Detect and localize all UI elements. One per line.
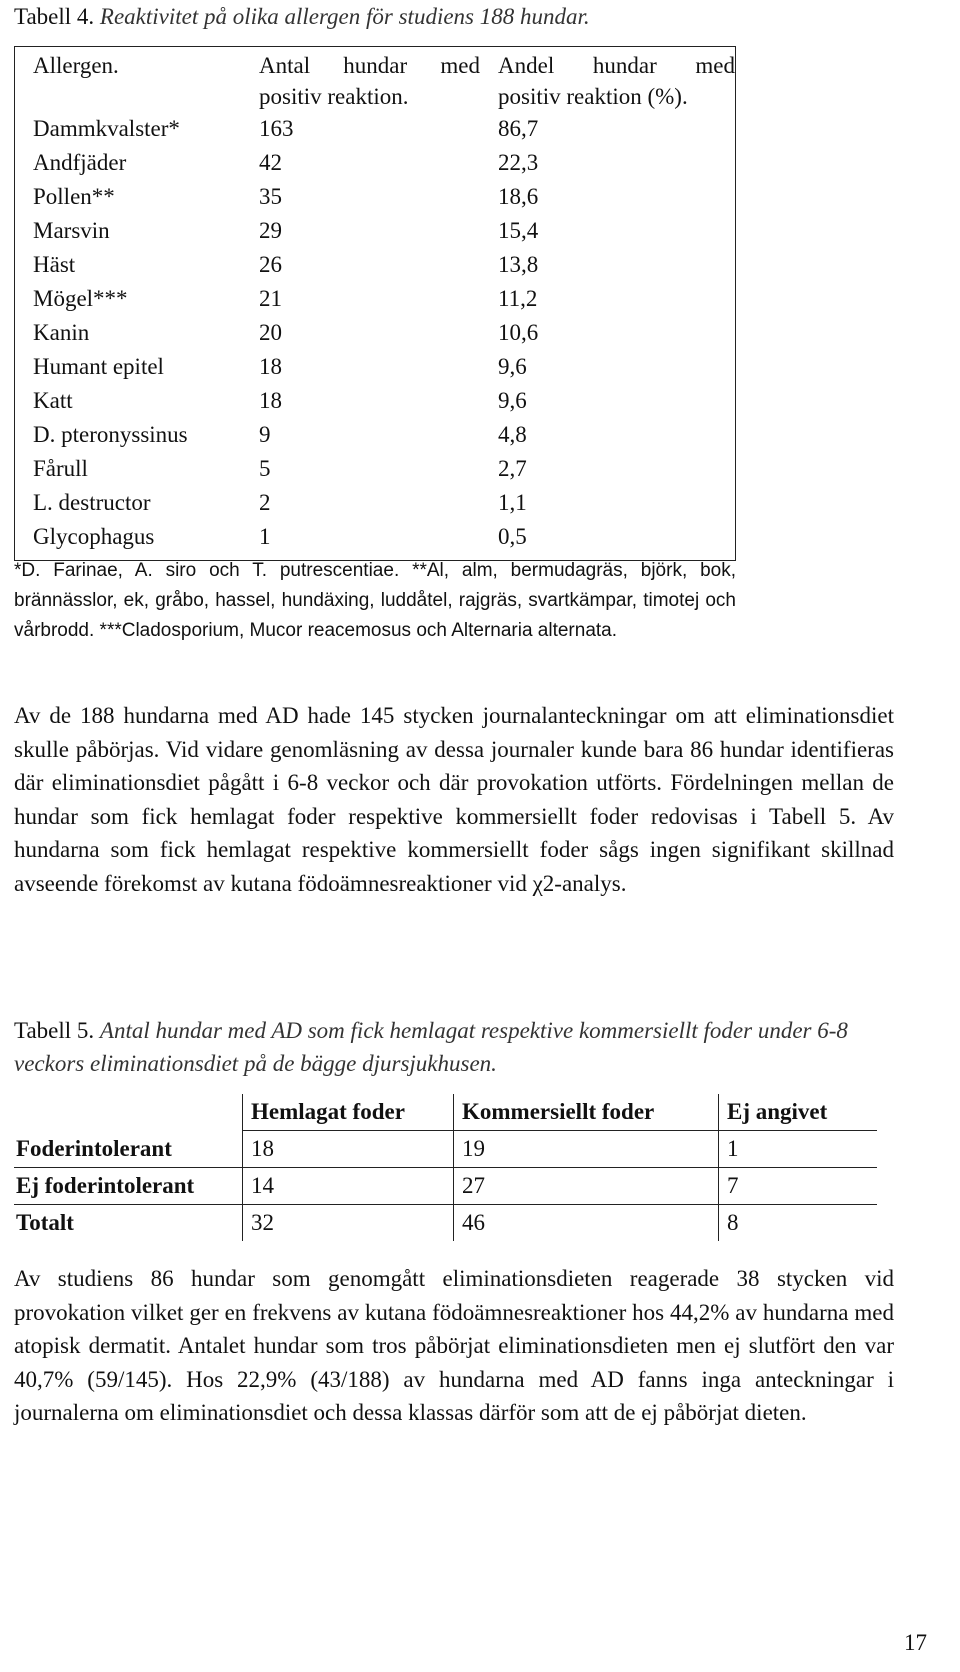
row-label: Totalt	[16, 1210, 74, 1235]
table-row	[15, 214, 736, 248]
commercial-cell: 19	[454, 1131, 719, 1168]
allergen-cell: Katt	[33, 388, 73, 413]
count-cell: 35	[259, 184, 282, 209]
row-label: Ej foderintolerant	[14, 1168, 243, 1205]
allergen-cell: Marsvin	[33, 218, 110, 243]
allergen-cell: Andfjäder	[33, 150, 127, 175]
count-cell: 5	[259, 456, 271, 481]
percent-cell: 13,8	[498, 252, 539, 277]
allergen-cell: Fårull	[33, 456, 88, 481]
percent-cell: 2,7	[498, 456, 527, 481]
diet-table	[14, 1094, 877, 1241]
table-row	[15, 452, 736, 486]
table-row	[15, 146, 736, 180]
table-row	[15, 486, 736, 520]
percent-cell: 22,3	[498, 150, 539, 175]
allergen-cell: D. pteronyssinus	[33, 422, 188, 447]
commercial-cell: 27	[454, 1168, 719, 1205]
allergen-cell: Mögel***	[33, 286, 128, 311]
count-cell: 9	[259, 422, 271, 447]
row-label: Foderintolerant	[14, 1131, 243, 1168]
count-cell: 18	[259, 388, 282, 413]
allergen-cell: Kanin	[33, 320, 90, 345]
homemade-cell: 32	[243, 1205, 454, 1242]
table-header-row	[15, 47, 736, 113]
allergen-cell: Glycophagus	[33, 524, 155, 549]
table5-title: Antal hundar med AD som fick hemlagat respektive kommersiellt foder under 6-8 veckors eliminationsdiet på de bägge djursjukhusen.	[14, 1018, 848, 1076]
table4-title: Reaktivitet på olika allergen för studiens 188 hundar.	[99, 4, 590, 29]
header-homemade: Hemlagat foder	[243, 1094, 454, 1131]
percent-cell: 1,1	[498, 490, 527, 515]
count-cell: 163	[259, 116, 294, 141]
table-row	[15, 282, 736, 316]
percent-cell: 4,8	[498, 422, 527, 447]
table5-caption	[14, 1014, 894, 1080]
paragraph-2: Av studiens 86 hundar som genomgått eliminationsdieten reagerade 38 stycken vid provokation vilket ger en frekvens av kutana födoämnesreaktioner hos 44,2% av hundarna med atopisk dermatit. Antalet hundar som tros påbörjat eliminationsdieten men ej slutfört den var 40,7% (59/145). Hos 22,9% (43/188) av hundarna med AD fanns inga anteckningar i journalerna om eliminationsdiet och dessa klassas därför som att de ej påbörjat dieten.	[14, 1266, 894, 1425]
table-row	[15, 350, 736, 384]
count-cell: 18	[259, 354, 282, 379]
table-row	[15, 248, 736, 282]
count-cell: 21	[259, 286, 282, 311]
homemade-cell: 14	[243, 1168, 454, 1205]
allergen-cell: Dammkvalster*	[33, 116, 180, 141]
count-cell: 20	[259, 320, 282, 345]
table-row	[15, 112, 736, 146]
unspecified-cell: 8	[719, 1205, 878, 1242]
header-percent: Andel hundar med positiv reaktion (%).	[498, 53, 735, 109]
allergen-cell: Pollen**	[33, 184, 115, 209]
table4-caption	[14, 2, 590, 32]
unspecified-cell: 1	[719, 1131, 878, 1168]
allergen-cell: L. destructor	[33, 490, 151, 515]
percent-cell: 11,2	[498, 286, 538, 311]
table-row	[15, 180, 736, 214]
table-row	[14, 1205, 877, 1242]
table4-footnote: *D. Farinae, A. siro och T. putrescentiae. **Al, alm, bermudagräs, björk, bok, brännässlor, ek, gråbo, hassel, hundäxing, luddåtel, rajgräs, svartkämpar, timotej och vårbrodd. ***Cladosporium, Mucor reacemosus och Alternaria alternata.	[14, 560, 736, 641]
percent-cell: 10,6	[498, 320, 539, 345]
percent-cell: 15,4	[498, 218, 539, 243]
header-empty	[14, 1094, 243, 1131]
table-row	[15, 316, 736, 350]
count-cell: 29	[259, 218, 282, 243]
header-unspecified: Ej angivet	[719, 1094, 878, 1131]
header-allergen: Allergen.	[33, 53, 119, 78]
allergen-cell: Humant epitel	[33, 354, 164, 379]
page-number: 17	[904, 1630, 927, 1655]
count-cell: 1	[259, 524, 271, 549]
count-cell: 2	[259, 490, 271, 515]
percent-cell: 9,6	[498, 354, 527, 379]
header-count: Antal hundar med positiv reaktion.	[259, 53, 480, 109]
table-row	[15, 384, 736, 418]
unspecified-cell: 7	[719, 1168, 878, 1205]
table-row	[15, 520, 736, 561]
table5-label: Tabell 5.	[14, 1018, 95, 1043]
header-commercial: Kommersiellt foder	[454, 1094, 719, 1131]
count-cell: 42	[259, 150, 282, 175]
table-row	[15, 418, 736, 452]
allergen-cell: Häst	[33, 252, 76, 277]
paragraph-1: Av de 188 hundarna med AD hade 145 stycken journalanteckningar om att eliminationsdiet skulle påbörjas. Vid vidare genomläsning av dessa journaler kunde bara 86 hundar identifieras där eliminationsdiet pågått i 6-8 veckor och där provokation utförts. Fördelningen mellan de hundar som fick hemlagat foder respektive kommersiellt foder redovisas i Tabell 5. Av hundarna som fick hemlagat respektive kommersiellt foder sågs ingen signifikant skillnad avseende förekomst av kutana födoämnesreaktioner vid χ2-analys.	[14, 703, 894, 896]
homemade-cell: 18	[243, 1131, 454, 1168]
percent-cell: 9,6	[498, 388, 527, 413]
percent-cell: 0,5	[498, 524, 527, 549]
percent-cell: 86,7	[498, 116, 539, 141]
table-row	[14, 1131, 877, 1168]
commercial-cell: 46	[454, 1205, 719, 1242]
count-cell: 26	[259, 252, 282, 277]
table-row	[14, 1168, 877, 1205]
allergen-table	[14, 46, 736, 561]
table-header-row	[14, 1094, 877, 1131]
table4-label: Tabell 4.	[14, 4, 95, 29]
percent-cell: 18,6	[498, 184, 539, 209]
